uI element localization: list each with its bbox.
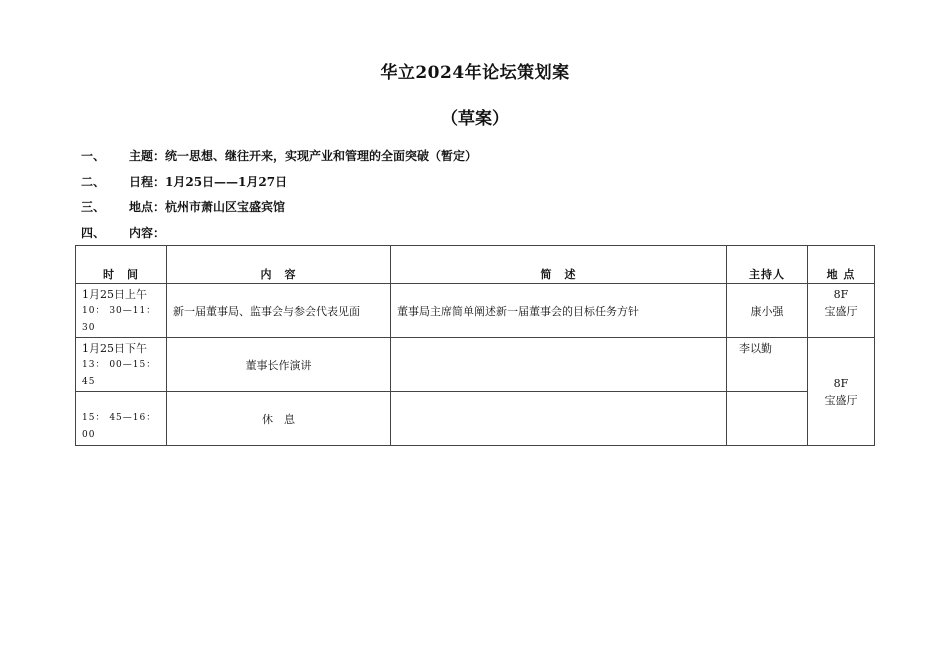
summary-cell [391,392,727,446]
host-cell: 李以勤 [727,338,808,392]
outline-text: 日程：1月25日——1月27日 [129,174,288,189]
host-cell [727,392,808,446]
outline-number: 三、 [81,200,106,215]
time-range: 15： 45—16： 00 [82,413,157,440]
summary-cell: 董事局主席简单阐述新一届董事会的目标任务方针 [391,284,727,338]
outline-item-theme [81,143,901,169]
content-cell: 新一届董事局、监事会与参会代表见面 [167,284,391,338]
location-floor: 8F [833,376,849,390]
time-date: 1月25日上午 [82,288,147,301]
outline-item-venue [81,194,901,220]
content-cell: 董事长作演讲 [167,338,391,392]
location-hall: 宝盛厅 [824,305,858,318]
header-time: 时 间 [76,246,167,284]
location-cell [808,338,875,446]
outline-text: 地点：杭州市萧山区宝盛宾馆 [129,200,286,215]
outline-text: 主题：统一思想、继往开来，实现产业和管理的全面突破（暂定） [129,149,478,164]
host-cell: 康小强 [727,284,808,338]
header-summary: 简 述 [391,246,727,284]
time-range: 13： 00—15： 45 [82,360,157,387]
header-location: 地 点 [808,246,875,284]
table-header-row [76,246,875,284]
content-cell: 休 息 [167,392,391,446]
time-range: 10： 30—11： 30 [82,306,157,333]
document-subtitle: （草案） [441,109,509,129]
location-floor: 8F [833,288,849,301]
time-cell [76,284,167,338]
outline-list [81,143,901,245]
outline-item-content [81,220,901,246]
outline-item-schedule [81,169,901,195]
time-cell [76,392,167,446]
schedule-table [75,245,875,446]
location-hall: 宝盛厅 [824,393,858,407]
time-date: 1月25日下午 [82,342,147,355]
table-row [76,284,875,338]
location-cell [808,284,875,338]
time-cell [76,338,167,392]
header-content: 内 容 [167,246,391,284]
table-row [76,392,875,446]
outline-number: 一、 [81,149,106,164]
header-host: 主持人 [727,246,808,284]
outline-number: 四、 [81,225,106,240]
document-title: 华立2024年论坛策划案 [380,63,570,83]
outline-number: 二、 [81,174,106,189]
table-row [76,338,875,392]
summary-cell [391,338,727,392]
outline-text: 内容： [129,225,166,240]
